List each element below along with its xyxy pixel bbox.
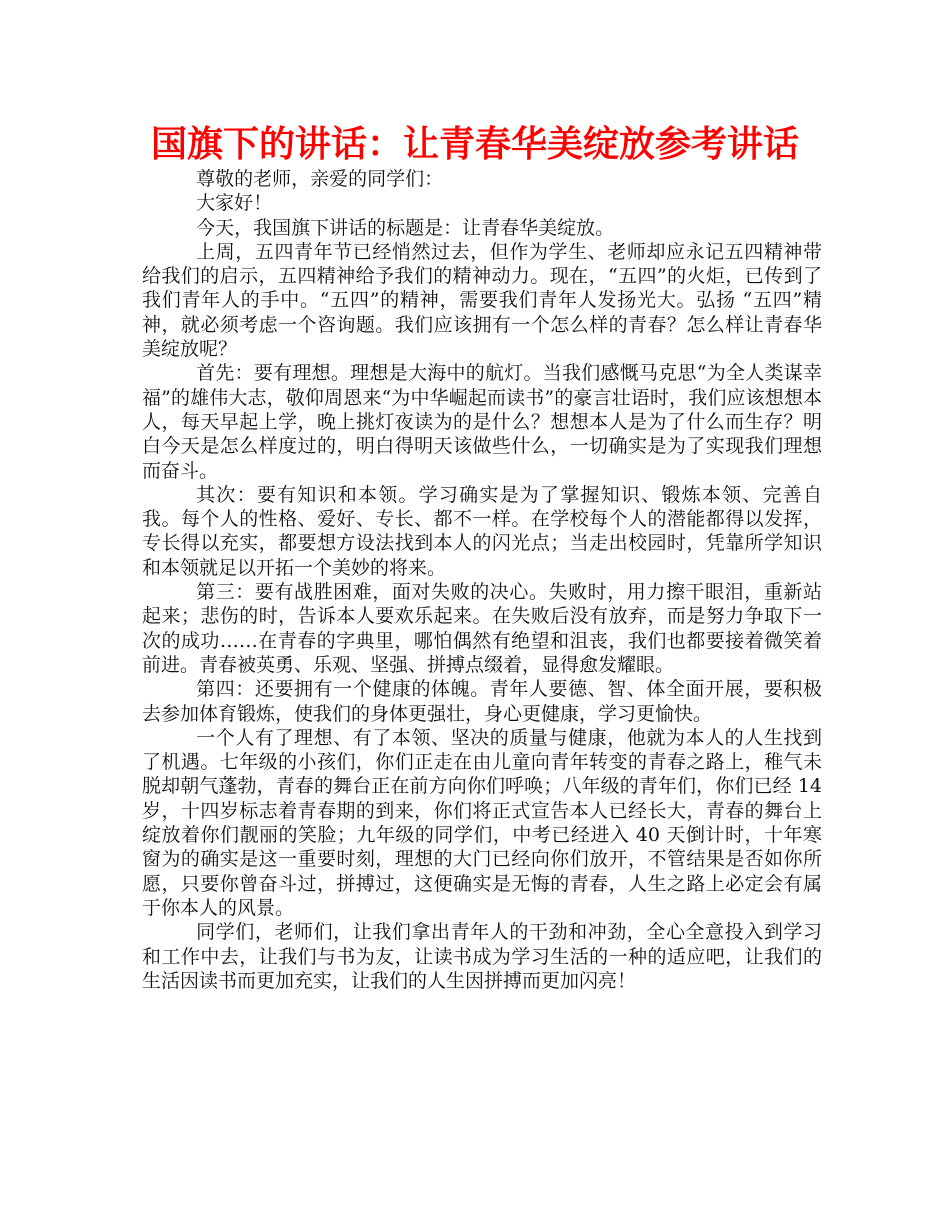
paragraph-intro: 上周，五四青年节已经悄然过去，但作为学生、老师却应永记五四精神带给我们的启示，五四精神给予我们的精神动力。现在，“五四”的火炬，已传到了我们青年人的手中。“五四”的精神，需要我们青年人发扬光大。弘扬 “五四”精神，就必须考虑一个咨询题。我们应该拥有一个怎么样的青春？怎么样让青春华美绽放呢？ xyxy=(142,240,822,361)
document-body xyxy=(142,167,822,993)
paragraph-topic: 今天，我国旗下讲话的标题是：让青春华美绽放。 xyxy=(196,216,615,239)
paragraph-third: 第三：要有战胜困难，面对失败的决心。失败时，用力擦干眼泪，重新站起来；悲伤的时，告诉本人要欢乐起来。在失败后没有放弃，而是努力争取下一次的成功……在青春的字典里，哪怕偶然有绝望和沮丧，我们也都要接着微笑着前进。青春被英勇、乐观、坚强、拼搏点缀着，显得愈发耀眼。 xyxy=(142,581,822,676)
paragraph-grades: 一个人有了理想、有了本领、坚决的质量与健康，他就为本人的人生找到了机遇。七年级的小孩们，你们正走在由儿童向青年转变的青春之路上，稚气未脱却朝气蓬勃，青春的舞台正在前方向你们呼唤；八年级的青年们，你们已经 14 岁，十四岁标志着青春期的到来，你们将正式宣告本人已经长大，青春的舞台上绽放着你们靓丽的笑脸；九年级的同学们，中考已经进入 40 天倒计时，十年寒窗为的确实是这一重要时刻，理想的大门已经向你们放开，不管结果是否如你所愿，只要你曾奋斗过，拼搏过，这便确实是无悔的青春，人生之路上必定会有属于你本人的风景。 xyxy=(142,726,822,919)
paragraph-closing: 同学们，老师们，让我们拿出青年人的干劲和冲劲，全心全意投入到学习和工作中去，让我们与书为友，让读书成为学习生活的一种的适应吧，让我们的生活因读书而更加充实，让我们的人生因拼搏而更加闪亮！ xyxy=(142,921,822,992)
paragraph-fourth: 第四：还要拥有一个健康的体魄。青年人要德、智、体全面开展，要积极去参加体育锻炼，使我们的身体更强壮，身心更健康，学习更愉快。 xyxy=(142,678,822,725)
paragraph-second: 其次：要有知识和本领。学习确实是为了掌握知识、锻炼本领、完善自我。每个人的性格、爱好、专长、都不一样。在学校每个人的潜能都得以发挥，专长得以充实，都要想方设法找到本人的闪光点；当走出校园时，凭靠所学知识和本领就足以开拓一个美妙的将来。 xyxy=(142,483,822,579)
paragraph-salutation: 尊敬的老师，亲爱的同学们： xyxy=(196,168,444,190)
paragraph-greeting: 大家好！ xyxy=(196,192,273,215)
document-title: 国旗下的讲话：让青春华美绽放参考讲话 xyxy=(150,124,799,165)
paragraph-first: 首先：要有理想。理想是大海中的航灯。当我们感慨马克思“为全人类谋幸福”的雄伟大志，敬仰周恩来“为中华崛起而读书”的豪言壮语时，我们应该想想本人，每天早起上学，晚上挑灯夜读为的是什么？想想本人是为了什么而生存？明白今天是怎么样度过的，明白得明天该做些什么，一切确实是为了实现我们理想而奋斗。 xyxy=(142,362,822,482)
